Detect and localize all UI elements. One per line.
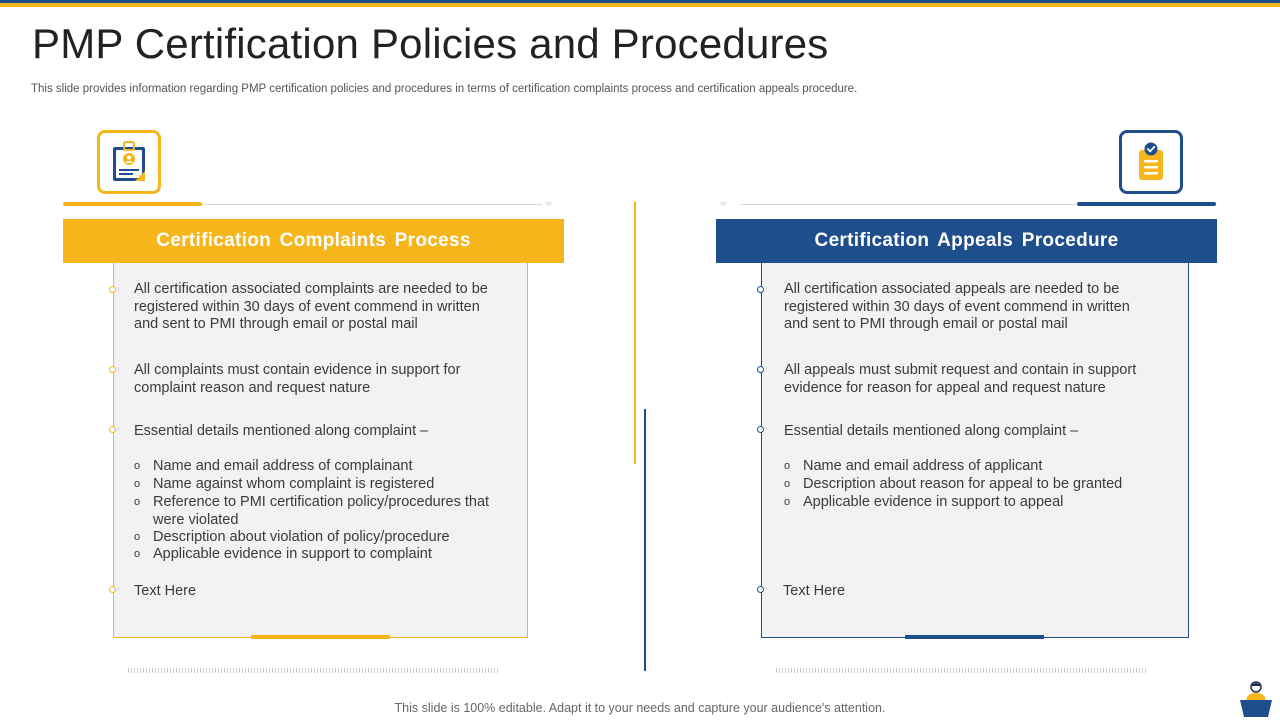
right-icon-box bbox=[1119, 130, 1183, 194]
complaints-process-header: Certification Complaints Process bbox=[63, 219, 564, 263]
bullet-marker bbox=[757, 366, 764, 373]
bullet-chevron-icon: › bbox=[765, 284, 768, 293]
complaint-subitem: o Description about violation of policy/procedure bbox=[134, 529, 450, 545]
appeal-subitem: o Applicable evidence in support to appeal bbox=[784, 494, 1064, 510]
appeal-bullet-3: Essential details mentioned along complaint – bbox=[784, 423, 1079, 439]
appeal-bullet-1: All certification associated appeals are needed to be registered within 30 days of event commend in written and sent to PMI through email or postal mail bbox=[784, 281, 1130, 332]
bullet-marker bbox=[109, 426, 116, 433]
complaint-subitem: o Applicable evidence in support to complaint bbox=[134, 546, 432, 562]
left-panel-bottom-accent bbox=[251, 635, 390, 639]
bullet-chevron-icon: › bbox=[765, 364, 768, 373]
top-accent-bar-yellow bbox=[0, 3, 1280, 7]
bullet-marker bbox=[757, 286, 764, 293]
complaint-text-here: Text Here bbox=[134, 583, 197, 599]
bullet-chevron-icon: › bbox=[117, 424, 120, 433]
footer-note: This slide is 100% editable. Adapt it to your needs and capture your audience's attention. bbox=[394, 701, 886, 715]
appeal-subitem: o Description about reason for appeal to be granted bbox=[784, 476, 1123, 492]
bullet-chevron-icon: › bbox=[765, 584, 768, 593]
complaint-bullet-3: Essential details mentioned along complaint – bbox=[134, 423, 429, 439]
bullet-marker bbox=[757, 586, 764, 593]
bullet-marker bbox=[109, 586, 116, 593]
page-title: PMP Certification Policies and Procedures bbox=[32, 20, 829, 67]
bullet-chevron-icon: › bbox=[117, 364, 120, 373]
right-dashed-decoration bbox=[776, 668, 1148, 673]
complaint-subitem: o Name and email address of complainant bbox=[134, 458, 413, 474]
appeal-text-here: Text Here bbox=[783, 583, 846, 599]
complaint-subitem: o Name against whom complaint is registered bbox=[134, 476, 435, 492]
bullet-marker bbox=[109, 366, 116, 373]
complaint-bullet-2: All complaints must contain evidence in support for complaint reason and request nature bbox=[134, 362, 461, 396]
page-subtitle: This slide provides information regarding PMP certification policies and procedures in terms of certification complaints process and certification appeals procedure. bbox=[31, 83, 858, 95]
left-accent-line bbox=[63, 202, 202, 206]
clipboard-check-icon bbox=[1134, 141, 1168, 183]
presenter-icon bbox=[1238, 680, 1274, 718]
left-chevron-icon: ››› bbox=[545, 198, 551, 208]
bullet-marker bbox=[109, 286, 116, 293]
appeal-subitem: o Name and email address of applicant bbox=[784, 458, 1043, 474]
bullet-chevron-icon: › bbox=[117, 284, 120, 293]
complaint-subitem: o Reference to PMI certification policy/procedures that were violated bbox=[134, 494, 490, 528]
left-divider bbox=[202, 204, 542, 205]
complaint-bullet-1: All certification associated complaints are needed to be registered within 30 days of event commend in written and sent to PMI through email or postal mail bbox=[134, 281, 488, 332]
bullet-chevron-icon: › bbox=[765, 424, 768, 433]
bullet-chevron-icon: › bbox=[117, 584, 120, 593]
left-dashed-decoration bbox=[128, 668, 500, 673]
right-accent-line bbox=[1077, 202, 1216, 206]
right-divider bbox=[740, 204, 1077, 205]
center-divider-yellow bbox=[634, 202, 636, 464]
bullet-marker bbox=[757, 426, 764, 433]
appeal-bullet-2: All appeals must submit request and contain in support evidence for reason for appeal and request nature bbox=[784, 362, 1137, 396]
id-badge-icon bbox=[111, 141, 147, 183]
left-icon-box bbox=[97, 130, 161, 194]
right-chevron-icon: ››› bbox=[720, 198, 726, 208]
right-panel-bottom-accent bbox=[905, 635, 1044, 639]
appeals-procedure-header: Certification Appeals Procedure bbox=[716, 219, 1217, 263]
center-divider-blue bbox=[644, 409, 646, 671]
